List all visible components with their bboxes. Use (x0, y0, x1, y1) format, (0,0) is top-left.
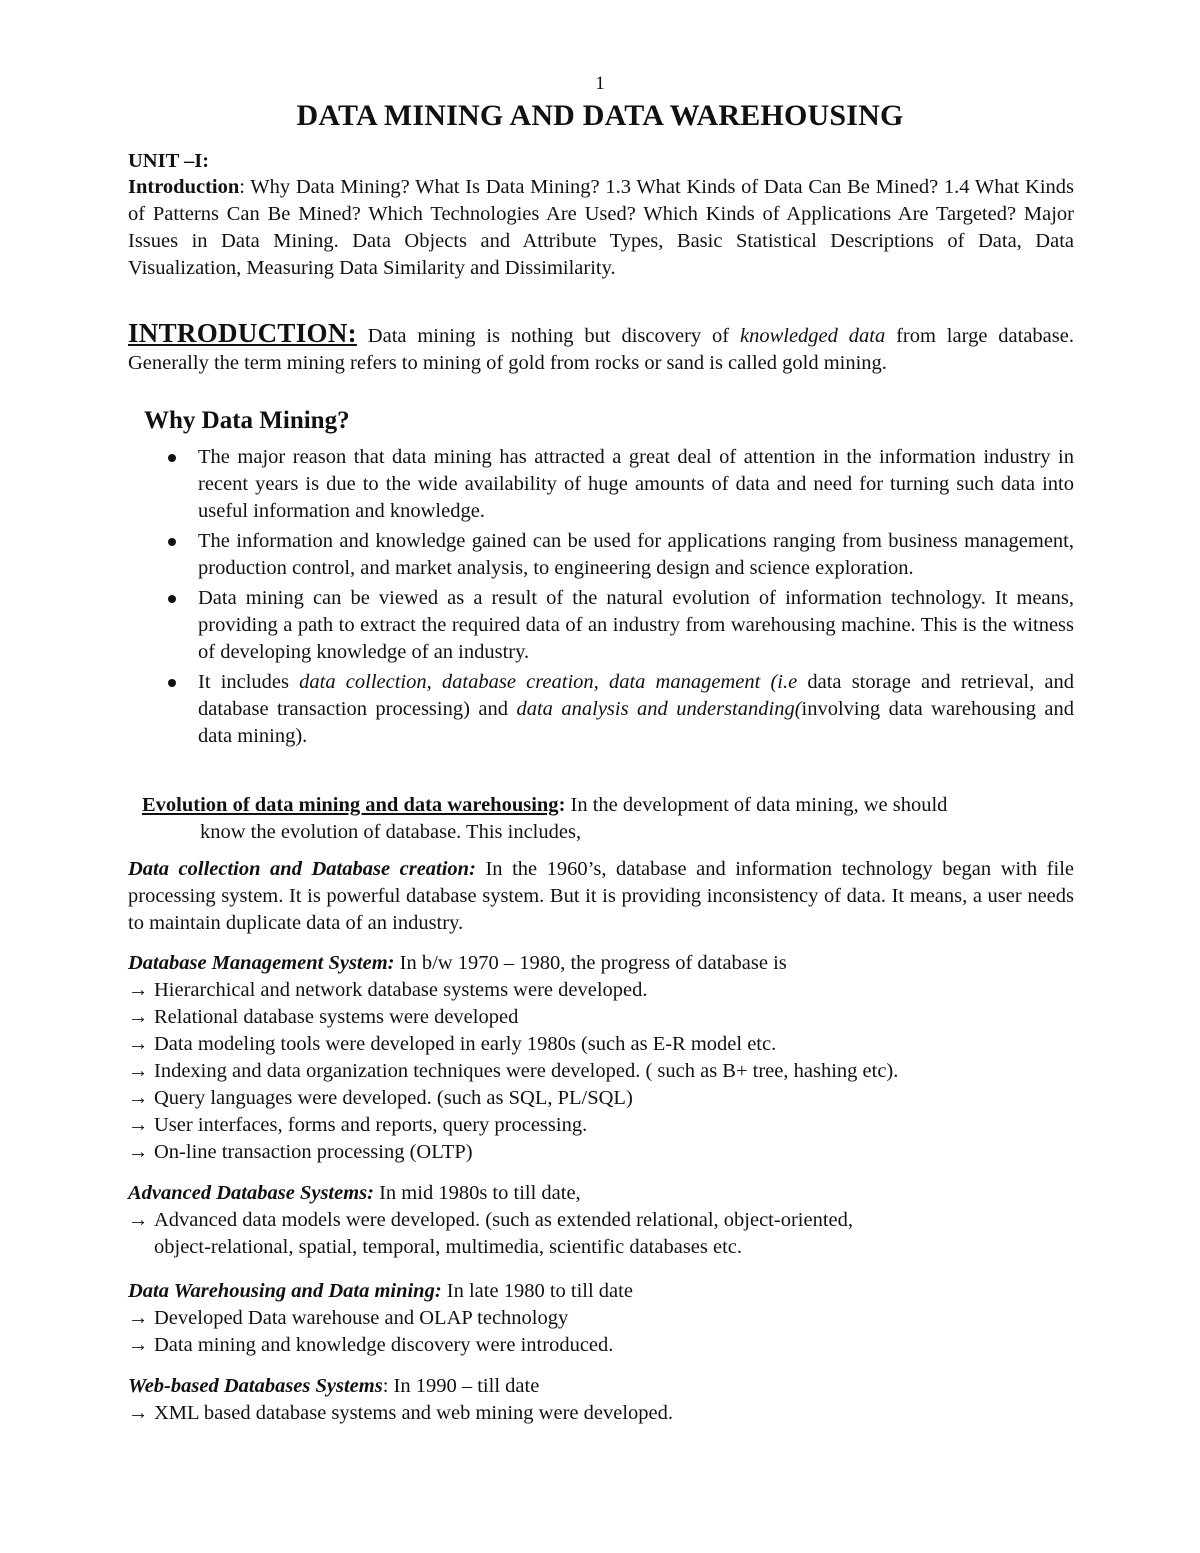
list-item: The information and knowledge gained can be used for applications ranging from business management, production control, and market analysis, to engineering design and science exploration. (128, 528, 1074, 582)
list-item: → On-line transaction processing (OLTP) (128, 1139, 1074, 1166)
list-item: → Data mining and knowledge discovery were introduced. (128, 1332, 1074, 1359)
advanced-db-section: Advanced Database Systems: In mid 1980s to till date, → Advanced data models were developed. (such as extended relational, object-oriented, object-relational, spatial, temporal, multimedia, scientific databases etc. (128, 1180, 1074, 1261)
arrow-right-icon: → (128, 1006, 149, 1028)
bullet-icon (168, 538, 176, 546)
advanced-db-label: Advanced Database Systems: (128, 1182, 374, 1204)
list-item: → Advanced data models were developed. (such as extended relational, object-oriented, (128, 1207, 1074, 1234)
dbms-label: Database Management System: (128, 952, 395, 974)
data-collection-label: Data collection and Database creation: (128, 858, 476, 880)
list-item: → User interfaces, forms and reports, query processing. (128, 1112, 1074, 1139)
list-item: It includes data collection, database creation, data management (i.e data storage and retrieval, and database transaction processing) and data analysis and understanding(involving data warehousing and data mining). (128, 669, 1074, 750)
dbms-section: Database Management System: In b/w 1970 – 1980, the progress of database is → Hierarchical and network database systems were developed. → Relational database systems were developed → Data modeling tools were developed in early 1980s (such as E-R model etc. → Indexing and data organization techniques were developed. ( such as B+ tree, hashing etc). → Query languages were developed. (such as SQL, PL/SQL) → User interfaces, forms and reports, query processing. → On-line transaction processing (OLTP) (128, 950, 1074, 1166)
web-db-label: Web-based Databases Systems (128, 1375, 383, 1397)
intro-topics: : Why Data Mining? What Is Data Mining? 1.3 What Kinds of Data Can Be Mined? 1.4 What Kinds of Patterns Can Be Mined? Which Technologies Are Used? Which Kinds of Applications Are Targeted? Major Issues in Data Mining. Data Objects and Attribute Types, Basic Statistical Descriptions of Data, Data Visualization, Measuring Data Similarity and Dissimilarity. (128, 176, 1074, 279)
arrow-right-icon: → (128, 1087, 149, 1109)
arrow-right-icon: → (128, 1060, 149, 1082)
arrow-right-icon: → (128, 1334, 149, 1356)
page-number: 1 (595, 73, 605, 94)
data-collection-paragraph: Data collection and Database creation: In the 1960’s, database and information technology began with file processing system. It is powerful database system. But it is providing inconsistency of data. It means, a user needs to maintain duplicate data of an industry. (128, 858, 1074, 934)
introduction-text-after: from large database. Generally the term mining refers to mining of gold from rocks or sand is called gold mining. (128, 325, 1074, 374)
document-title: DATA MINING AND DATA WAREHOUSING (296, 99, 904, 132)
arrow-right-icon: → (128, 1307, 149, 1329)
introduction-heading: INTRODUCTION: (128, 318, 357, 348)
warehousing-label: Data Warehousing and Data mining: (128, 1280, 442, 1302)
intro-label: Introduction (128, 176, 240, 198)
unit-introduction-paragraph (128, 174, 1074, 282)
arrow-right-icon: → (128, 1402, 149, 1424)
list-item: → Relational database systems were developed (128, 1004, 1074, 1031)
why-data-mining-list (128, 444, 1074, 753)
arrow-right-icon: → (128, 1114, 149, 1136)
list-item: → Query languages were developed. (such as SQL, PL/SQL) (128, 1085, 1074, 1112)
bullet-icon (168, 679, 176, 687)
list-item: The major reason that data mining has attracted a great deal of attention in the information industry in recent years is due to the wide availability of huge amounts of data and need for turning such data into useful information and knowledge. (128, 444, 1074, 525)
warehousing-section: Data Warehousing and Data mining: In late 1980 to till date → Developed Data warehouse and OLAP technology → Data mining and knowledge discovery were introduced. (128, 1278, 1074, 1359)
bullet-icon (168, 595, 176, 603)
arrow-right-icon: → (128, 1209, 149, 1231)
list-item: Data mining can be viewed as a result of the natural evolution of information technology. It means, providing a path to extract the required data of an industry from warehousing machine. This is the witness of developing knowledge of an industry. (128, 585, 1074, 666)
list-item: → Developed Data warehouse and OLAP technology (128, 1305, 1074, 1332)
introduction-emphasis: knowledged data (739, 325, 886, 347)
web-db-section: Web-based Databases Systems: In 1990 – till date → XML based database systems and web mining were developed. (128, 1373, 1074, 1427)
evolution-heading: Evolution of data mining and data warehousing (142, 794, 559, 816)
list-item: → Hierarchical and network database systems were developed. (128, 977, 1074, 1004)
introduction-paragraph (128, 320, 1074, 377)
arrow-right-icon: → (128, 979, 149, 1001)
evolution-paragraph: Evolution of data mining and data warehousing: In the development of data mining, we should know the evolution of database. This includes, (142, 794, 948, 843)
introduction-text-before: Data mining is nothing but discovery of (356, 325, 740, 347)
why-data-mining-heading: Why Data Mining? (144, 407, 350, 434)
arrow-right-icon: → (128, 1033, 149, 1055)
arrow-right-icon: → (128, 1141, 149, 1163)
list-item: → Data modeling tools were developed in early 1980s (such as E-R model etc. (128, 1031, 1074, 1058)
bullet-icon (168, 454, 176, 462)
list-item: → Indexing and data organization techniques were developed. ( such as B+ tree, hashing etc). (128, 1058, 1074, 1085)
unit-heading: UNIT –I: (128, 150, 210, 172)
list-item: → XML based database systems and web mining were developed. (128, 1400, 1074, 1427)
